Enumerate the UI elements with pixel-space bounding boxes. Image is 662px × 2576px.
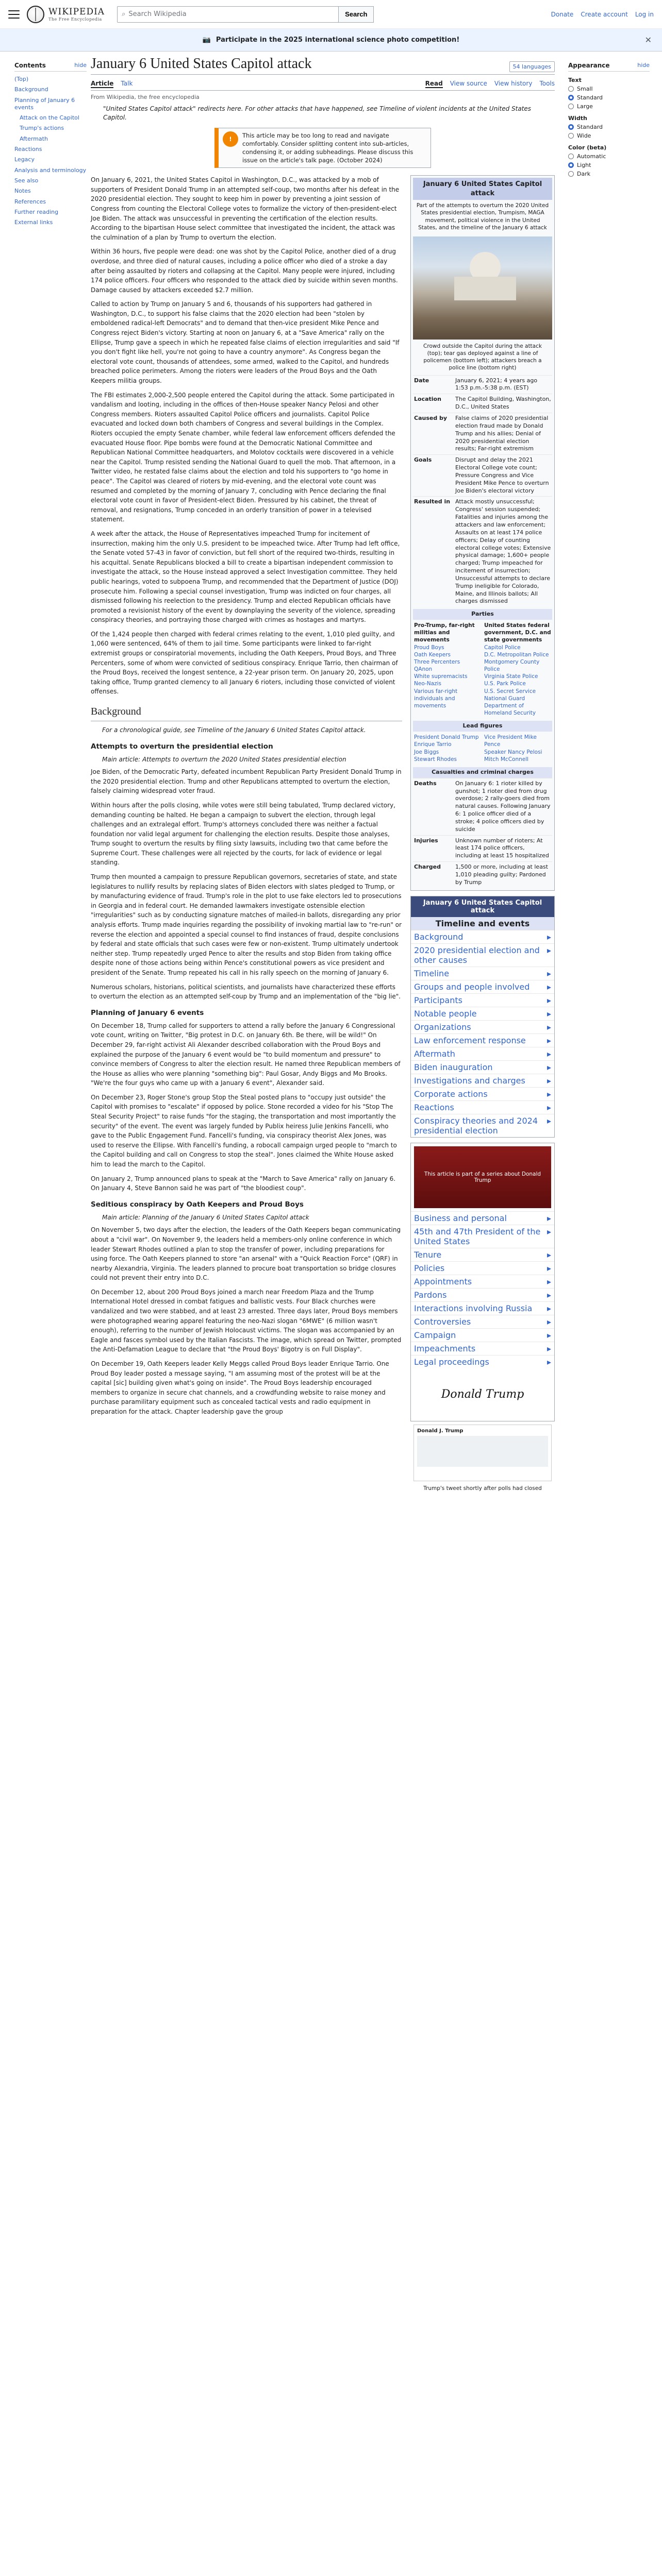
toc-item[interactable]: Analysis and terminology	[14, 166, 87, 174]
width-label: Standard	[577, 124, 603, 130]
toc-item[interactable]: (Top)	[14, 76, 29, 82]
tweet-caption: Trump's tweet shortly after polls had closed	[423, 1485, 542, 1492]
radio-icon[interactable]	[568, 95, 574, 100]
navbox-item[interactable]	[411, 930, 554, 943]
trump-navbox-item-label: 45th and 47th President of the United States	[414, 1226, 541, 1246]
search-icon: ⌕	[122, 10, 126, 18]
sidebar-navbox-trump	[410, 1143, 555, 1421]
page-title	[91, 56, 555, 75]
search-input[interactable]: ⌕ Search Wikipedia	[117, 6, 339, 23]
main-content	[91, 56, 555, 1495]
planning-paragraph: On January 2, Trump announced plans to speak at the "March to Save America" rally on January 6. On January 4, Steve Bannon said he was part of "the bloodiest coup".	[91, 1175, 396, 1192]
casualty-row	[413, 835, 552, 862]
trump-navbox-item[interactable]	[411, 1275, 554, 1288]
trump-navbox-item-label: Campaign	[414, 1330, 456, 1340]
lead-paragraph: The FBI estimates 2,000-2,500 people entered the Capitol during the attack. Some participated in vandalism and looting, including in the offices of then-House speaker Nancy Pelosi and other Congress members. Rioters assaulted Capitol Police officers and journalists. Capitol Police evacuated and locked down both chambers of Congress and several buildings in the Complex. Rioters occupied the empty Senate chamber, while federal law enforcement officers defended the evacuated House floor. Pipe bombs were found at the Democratic National Committee and Republican National Committee headquarters, and Molotov cocktails were discovered in a vehicle near the Capitol. Trump resisted sending the National Guard to quell the mob. That afternoon, in a Twitter video, he restated false claims about the election and told his supporters to "go home in peace". The Capitol was cleared of rioters by mid-evening, and the electoral vote count was resumed and completed by the morning of January 7, concluding with Pence declaring the final electoral vote count in favor of President-elect Biden. Pressured by his cabinet, the threat of removal, and resignations, Trump conceded in an orderly transition of power in a televised statement.	[91, 391, 396, 523]
infobox-row	[413, 454, 552, 496]
infobox-value: Disrupt and delay the 2021 Electoral College vote count; Pressure Congress and Vice President Mike Pence to overturn Joe Biden's electoral victory	[455, 456, 549, 494]
color-heading: Color (beta)	[568, 144, 607, 151]
tab-view-history[interactable]: View history	[494, 80, 533, 87]
parties	[413, 620, 552, 719]
radio-icon[interactable]	[568, 133, 574, 139]
trump-navbox-item-chevron-icon: ▸	[547, 1213, 551, 1223]
trump-navbox-item-label: Pardons	[414, 1290, 447, 1300]
wordmark-text: WIKIPEDIA	[48, 7, 105, 17]
lead-figure-right[interactable]: Mitch McConnell	[484, 756, 529, 762]
trump-navbox-item-chevron-icon: ▸	[547, 1249, 551, 1260]
toc-item[interactable]: Attack on the Capitol	[20, 114, 79, 122]
navbox-item-chevron-icon: ▸	[547, 1115, 551, 1126]
casualty-row	[413, 861, 552, 888]
navbox-subtitle: Timeline and events	[411, 917, 554, 930]
casualty-row	[413, 778, 552, 835]
navbox-item-label: Groups and people involved	[414, 981, 530, 992]
navbox-item-chevron-icon: ▸	[547, 1102, 551, 1112]
navbox-item[interactable]	[411, 1100, 554, 1114]
navbox-item-label: Timeline	[414, 968, 450, 978]
attempts-paragraph: Numerous scholars, historians, political scientists, and journalists have characterized these efforts to overturn the election as an attempted self-coup by Trump and an implementation of the "big lie".	[91, 983, 401, 1001]
close-icon[interactable]: ✕	[644, 35, 652, 45]
party-right[interactable]: Montgomery County Police	[484, 658, 540, 673]
table-of-contents	[14, 62, 87, 229]
party-left[interactable]: Oath Keepers	[414, 651, 451, 658]
background-note: For a chronological guide, see Timeline of the January 6 United States Capitol attack.	[102, 726, 366, 734]
infobox-label: Date	[414, 377, 429, 384]
width-option[interactable]	[568, 124, 650, 130]
party-right[interactable]: D.C. Metropolitan Police	[484, 651, 549, 658]
toc-item[interactable]: Legacy	[14, 156, 35, 163]
width-label: Wide	[577, 132, 591, 139]
language-selector[interactable]: 54 languages	[509, 61, 555, 72]
navbox-item-chevron-icon: ▸	[547, 1089, 551, 1099]
main-menu-icon[interactable]	[8, 10, 20, 19]
trump-navbox-item-label: Controversies	[414, 1316, 471, 1327]
sedition-paragraph: On December 19, Oath Keepers leader Kelly Meggs called Proud Boys leader Enrique Tarrio. One Proud Boy leader posted a message saying, "I am assuming most of the protest will be at the capital [sic] building given what's going on inside". The Proud Boys leadership encouraged members to organize in secure chat channels, and a crowdfunding website to raise money and purchase paramilitary equipment such as concealed tactical vests and radio equipment in preparation for the attack. Chapter leadership gave the group	[91, 1360, 389, 1416]
toc-hide-button[interactable]: hide	[74, 62, 87, 69]
tagline-text: The Free Encyclopedia	[48, 17, 102, 22]
navbox-item[interactable]	[411, 980, 554, 993]
infobox-subtitle: Part of the attempts to overturn the 2020 United States presidential election, Trumpism, MAGA movement, political violence in the United States, and the timeline of the January 6 attack	[416, 202, 549, 231]
navbox-item-chevron-icon: ▸	[547, 995, 551, 1005]
parties-heading: Parties	[413, 609, 552, 620]
trump-navbox-item-chevron-icon: ▸	[547, 1357, 551, 1367]
navbox-item-label: Reactions	[414, 1102, 454, 1112]
trump-navbox-item[interactable]	[411, 1248, 554, 1261]
infobox-title: January 6 United States Capitol attack	[413, 178, 552, 200]
tagline: From Wikipedia, the free encyclopedia	[91, 94, 200, 100]
sidebar-navbox-attack	[410, 896, 555, 1138]
tab-read[interactable]: Read	[425, 80, 443, 87]
navbox-title: January 6 United States Capitol attack	[411, 896, 554, 917]
lead-paragraph: Within 36 hours, five people were dead: one was shot by the Capitol Police, another died of a drug overdose, and three died of natural causes, including a police officer who died of a stroke a day after being assaulted by rioters and collapsing at the Capitol. Many people were injured, including 174 police officers. Four officers who responded to the attack died by suicide within seven months. Damage caused by attackers exceeded $2.7 million.	[91, 248, 398, 294]
navbox-item-label: Background	[414, 931, 464, 942]
infobox-label: Injuries	[414, 837, 438, 844]
tab-talk[interactable]: Talk	[121, 80, 133, 87]
navbox-item[interactable]	[411, 1020, 554, 1033]
tweet-author: Donald J. Trump	[417, 1428, 464, 1434]
infobox	[410, 175, 555, 891]
toc-item[interactable]: See also	[14, 177, 39, 184]
trump-navbox-item[interactable]	[411, 1288, 554, 1301]
width-heading: Width	[568, 115, 587, 122]
navbox-item-label: 2020 presidential election and other causes	[414, 945, 540, 965]
header-link-2[interactable]: Log in	[635, 10, 654, 18]
infobox-label: Location	[414, 396, 441, 403]
infobox-value: 1,500 or more, including at least 1,010 pleading guilty; Pardoned by Trump	[455, 863, 548, 886]
header-link-1[interactable]: Create account	[581, 10, 628, 18]
lead-figures	[413, 732, 552, 765]
sedition-main-article[interactable]: Main article: Planning of the January 6 United States Capitol attack	[102, 1213, 309, 1221]
infobox-row	[413, 496, 552, 607]
radio-icon[interactable]	[568, 154, 574, 159]
heading-sedition: Seditious conspiracy by Oath Keepers and Proud Boys	[91, 1200, 304, 1209]
navbox-item[interactable]	[411, 1060, 554, 1074]
attempts-paragraph: Joe Biden, of the Democratic Party, defeated incumbent Republican Party President Donald Trump in the 2020 presidential election. Trump and other Republicans attempted to overturn the election, falsely claiming widespread voter fraud.	[91, 768, 402, 795]
navbox-item-chevron-icon: ▸	[547, 931, 551, 942]
party-left[interactable]: Neo-Nazis	[414, 681, 441, 687]
lead-figure-right[interactable]: Speaker Nancy Pelosi	[484, 749, 542, 755]
navbox-item[interactable]	[411, 943, 554, 967]
party-right[interactable]: Department of Homeland Security	[484, 702, 536, 717]
page-tabs	[91, 77, 555, 91]
lead-paragraph: A week after the attack, the House of Representatives impeached Trump for incitement of insurrection, making him the only U.S. president to be impeached twice. After Trump had left office, the Senate voted 57-43 in favor of conviction, but fell short of the required two-thirds, resulting in his acquittal. Senate Republicans blocked a bill to create a bipartisan independent commission to investigate the attack, so the House instead approved a select Investigation committee. They held public hearings, voted to subpoena Trump, and recommended that the Department of Justice (DOJ) prosecute him. Following a special counsel investigation, Trump was indicted on four charges, all dismissed following his reelection to the presidency. Trump and elected Republican officials have promoted a revisionist history of the event by downplaying the severity of the violence, spreading conspiracy theories, and portraying those charged with crimes as hostages and martyrs.	[91, 530, 400, 624]
infobox-row	[413, 413, 552, 454]
radio-icon[interactable]	[568, 104, 574, 109]
trump-navbox-item-chevron-icon: ▸	[547, 1226, 551, 1236]
trump-navbox-item[interactable]	[411, 1355, 554, 1368]
maintenance-notice	[214, 128, 431, 168]
color-option[interactable]	[568, 171, 650, 177]
infobox-label: Deaths	[414, 779, 437, 787]
site-header	[0, 0, 662, 29]
toc-item[interactable]: Reactions	[14, 146, 42, 153]
infobox-value: January 6, 2021; 4 years ago 1:53 p.m.-5:38 p.m. (EST)	[455, 377, 538, 392]
navbox-item-label: Aftermath	[414, 1048, 455, 1059]
radio-icon[interactable]	[568, 162, 574, 168]
wikipedia-logo[interactable]	[27, 6, 105, 23]
radio-icon[interactable]	[568, 124, 574, 130]
appearance-hide-button[interactable]: hide	[637, 62, 650, 69]
warning-icon: !	[223, 131, 238, 147]
party-left: Pro-Trump, far-right militias and movements	[414, 622, 475, 643]
text-size-label: Standard	[577, 94, 603, 101]
navbox-item-chevron-icon: ▸	[547, 945, 551, 955]
trump-navbox-item-chevron-icon: ▸	[547, 1290, 551, 1300]
trump-navbox-item[interactable]	[411, 1211, 554, 1225]
toc-item[interactable]: External links	[14, 219, 53, 226]
infobox-label: Goals	[414, 456, 432, 464]
navbox-item-label: Organizations	[414, 1022, 471, 1032]
trump-series-banner[interactable]: This article is part of a series about Donald Trump	[414, 1146, 551, 1208]
trump-navbox-item-chevron-icon: ▸	[547, 1343, 551, 1353]
camera-icon: 📷	[202, 36, 211, 44]
lead-figure-right[interactable]: Vice President Mike Pence	[484, 734, 537, 748]
trump-navbox-item-label: Policies	[414, 1263, 445, 1273]
trump-signature: Donald Trump	[414, 1371, 551, 1418]
lead-figure-left[interactable]: President Donald Trump	[414, 734, 479, 741]
sedition-paragraph: On November 5, two days after the election, the leaders of the Oath Keepers began communicating about a "civil war". On November 9, the leaders held a members-only online conference in which leader Stewart Rhodes outlined a plan to stop the transfer of power, including preparations for using force. The Oath Keepers planned to store "an arsenal" with a "Quick Reaction Force" (QRF) in nearby Alexandria, Virginia. The leaders planned to procure boat transportation so bridge closures could not prevent their entry into D.C.	[91, 1226, 401, 1282]
trump-navbox-item-label: Appointments	[414, 1276, 472, 1286]
trump-navbox-item-label: Interactions involving Russia	[414, 1303, 533, 1313]
party-right[interactable]: Virginia State Police	[484, 673, 538, 680]
tab-article[interactable]: Article	[91, 80, 114, 87]
party-left[interactable]: Proud Boys	[414, 644, 444, 651]
tweet-image[interactable]	[413, 1425, 552, 1481]
trump-navbox-item-chevron-icon: ▸	[547, 1316, 551, 1327]
page-title-text: January 6 United States Capitol attack	[91, 56, 312, 72]
party-right[interactable]: National Guard	[484, 695, 525, 702]
infobox-photo-caption: Crowd outside the Capitol during the attack (top); tear gas deployed against a line of policemen (bottom left); attackers breach a police line (bottom right)	[423, 343, 542, 371]
party-right[interactable]: U.S. Park Police	[484, 681, 526, 687]
text-size-heading: Text	[568, 77, 582, 83]
trump-navbox-item-chevron-icon: ▸	[547, 1303, 551, 1313]
globe-icon	[27, 6, 44, 23]
attempts-main-article[interactable]: Main article: Attempts to overturn the 2020 United States presidential election	[102, 755, 346, 763]
trump-navbox-item[interactable]	[411, 1225, 554, 1248]
toc-item[interactable]: Background	[14, 86, 48, 93]
color-label: Dark	[577, 171, 591, 177]
navbox-item[interactable]	[411, 1047, 554, 1060]
attempts-paragraph: Within hours after the polls closing, while votes were still being tabulated, Trump declared victory, demanding counting be halted. He began a campaign to subvert the election, through legal challenges and an extralegal effort. Trump's attorneys concluded there was neither a factual foundation nor valid legal argument for challenging the election results. Despite those analyses, Trump sought to overturn the results by filing sixty lawsuits, including two that came before the Supreme Court. These challenges were all rejected by the courts, for lack of evidence or legal standing.	[91, 801, 395, 867]
navbox-item-chevron-icon: ▸	[547, 1035, 551, 1045]
party-left[interactable]: White supremacists	[414, 673, 468, 680]
infobox-label: Resulted in	[414, 498, 451, 505]
trump-navbox-item-chevron-icon: ▸	[547, 1330, 551, 1340]
party-right[interactable]: U.S. Secret Service	[484, 688, 536, 694]
infobox-label: Caused by	[414, 415, 448, 421]
navbox-item[interactable]	[411, 967, 554, 980]
trump-navbox-item-chevron-icon: ▸	[547, 1276, 551, 1286]
trump-navbox-item[interactable]	[411, 1301, 554, 1315]
party-right[interactable]: Capitol Police	[484, 644, 521, 651]
navbox-item[interactable]	[411, 1033, 554, 1047]
lead-figure-left[interactable]: Stewart Rhodes	[414, 756, 457, 762]
navbox-item-chevron-icon: ▸	[547, 1008, 551, 1019]
navbox-item[interactable]	[411, 1007, 554, 1020]
toc-item[interactable]: Further reading	[14, 208, 59, 215]
radio-icon[interactable]	[568, 86, 574, 92]
navbox-item-chevron-icon: ▸	[547, 1022, 551, 1032]
party-left[interactable]: Various far-right individuals and movements	[414, 688, 458, 709]
navbox-item-label: Notable people	[414, 1008, 477, 1019]
header-link-0[interactable]: Donate	[551, 10, 574, 18]
color-option[interactable]	[568, 153, 650, 160]
navbox-item-label: Biden inauguration	[414, 1062, 493, 1072]
navbox-item-chevron-icon: ▸	[547, 968, 551, 978]
text-size-option[interactable]	[568, 86, 650, 92]
maintenance-notice-text: This article may be too long to read and navigate comfortably. Consider splitting content into sub-articles, condensing it, or adding subheadings. Please discuss this issue on the article's talk page. (October 2024)	[242, 131, 413, 164]
party-left[interactable]: QAnon	[414, 666, 433, 673]
site-notice-text[interactable]: Participate in the 2025 international science photo competition!	[216, 36, 460, 44]
radio-icon[interactable]	[568, 171, 574, 177]
trump-navbox-item[interactable]	[411, 1261, 554, 1275]
trump-navbox-item[interactable]	[411, 1342, 554, 1355]
tweet-body	[417, 1436, 548, 1467]
text-size-label: Large	[577, 103, 593, 110]
width-option[interactable]	[568, 132, 650, 139]
navbox-item[interactable]	[411, 993, 554, 1007]
lead-paragraph: Of the 1,424 people then charged with federal crimes relating to the event, 1,010 pled guilty, and 1,060 were sentenced, 64% of them to jail time. Some participants were linked to far-right extremist groups or conspiratorial movements, including the Oath Keepers, Proud Boys, and Three Percenters, some of whom were convicted of seditious conspiracy. Enrique Tarrio, then chairman of the Proud Boys, received the longest sentence, a 22-year prison term. On January 20, 2025, upon taking office, Trump granted clemency to all January 6 rioters, including those convicted of violent offenses.	[91, 630, 398, 696]
trump-navbox-item[interactable]	[411, 1315, 554, 1328]
site-notice	[0, 29, 662, 52]
toc-item[interactable]: Trump's actions	[20, 125, 64, 132]
toc-item[interactable]: References	[14, 198, 46, 205]
tab-view-source[interactable]: View source	[450, 80, 487, 87]
tabs-spacer	[140, 80, 418, 88]
sedition-paragraph: On December 12, about 200 Proud Boys joined a march near Freedom Plaza and the Trump International Hotel dressed in combat fatigues and ballistic vests. Four Black churches were vandalized and two were stabbed, and at least 23 arrested. Three days later, Proud Boys members were photographed wearing apparel featuring the neo-Nazi slogan "6MWE" (6 million wasn't enough), referring to the number of Jewish Holocaust victims. The slogan was accompanied by an Eagle and fasces symbol used by the Italian Fascists. The image, which spread on Twitter, prompted the Anti-Defamation League to declare that "the Proud Boys' Bigotry is on Full Display".	[91, 1288, 402, 1353]
navbox-item[interactable]	[411, 1087, 554, 1100]
trump-navbox-item-chevron-icon: ▸	[547, 1263, 551, 1273]
user-links	[551, 11, 654, 18]
toc-item[interactable]: Notes	[14, 188, 31, 195]
lead-figure-left[interactable]: Enrique Tarrio	[414, 741, 452, 748]
text-size-label: Small	[577, 86, 593, 92]
lead-paragraph: On January 6, 2021, the United States Capitol in Washington, D.C., was attacked by a mob of supporters of President Donald Trump in an attempted self-coup, two months after his defeat in the 2020 presidential election. They sought to keep him in power by preventing a joint session of Congress from counting the Electoral College votes to formalize the victory of then-president-elect Joe Biden. The attack was unsuccessful in preventing the certification of the election results. According to the bipartisan House select committee that investigated the incident, the attack was the culmination of a plan by Trump to overturn the election.	[91, 176, 400, 241]
heading-planning: Planning of January 6 events	[91, 1008, 204, 1017]
search-button[interactable]: Search	[338, 6, 374, 23]
party-right: United States federal government, D.C. and state governments	[484, 622, 551, 643]
toc-item[interactable]: Aftermath	[20, 135, 48, 142]
color-label: Light	[577, 162, 591, 168]
infobox-value: Unknown number of rioters; At least 174 police officers, including at least 15 hospitalized	[455, 837, 549, 859]
lead-figure-left[interactable]: Joe Biggs	[414, 749, 439, 755]
hatnote: "United States Capitol attack" redirects here. For other attacks that have happened, see Timeline of violent incidents at the United States Capitol.	[103, 105, 532, 122]
trump-navbox-item-label: Legal proceedings	[414, 1357, 489, 1367]
infobox-value: False claims of 2020 presidential election fraud made by Donald Trump and his allies; Denial of 2020 presidential election results; Far-right extremism	[455, 415, 549, 452]
party-left[interactable]: Three Percenters	[414, 658, 460, 665]
tab-tools[interactable]: Tools	[539, 80, 555, 87]
navbox-item-chevron-icon: ▸	[547, 1048, 551, 1059]
trump-navbox-item[interactable]	[411, 1328, 554, 1342]
appearance-panel	[568, 62, 650, 179]
navbox-item[interactable]	[411, 1074, 554, 1087]
navbox-item-label: Investigations and charges	[414, 1075, 525, 1086]
article-body	[91, 175, 555, 1495]
infobox-photo[interactable]	[413, 236, 552, 340]
toc-header: Contents hide	[14, 62, 87, 72]
planning-paragraph: On December 23, Roger Stone's group Stop the Steal posted plans to "occupy just outside" the Capitol with promises to "escalate" if opposed by police. Stone recorded a video for his "Stop The Steal Security Project" to raise funds "for the staging, the transportation and most importantly the security" of the event. The event was largely funded by Publix heiress Julie Jenkins Fancelli, who gave to the Public Engagement Fund. Fancelli's funding, via conspiracy theorist Alex Jones, was used to reserve the Ellipse. With Fancelli's funding, a robocall campaign urged people to "march to the Capitol building and call on Congress to stop the steal". Jones claimed the White House asked him to lead the march to the Capitol.	[91, 1093, 397, 1168]
navbox-item-label: Participants	[414, 995, 462, 1005]
toc-item[interactable]: Planning of January 6 events	[14, 96, 75, 111]
casualties-heading: Casualties and criminal charges	[413, 767, 552, 778]
heading-background: Background	[91, 704, 402, 721]
trump-navbox-item-label: Impeachments	[414, 1343, 476, 1353]
navbox-item-label: Law enforcement response	[414, 1035, 526, 1045]
navbox-item[interactable]	[411, 1114, 554, 1137]
infobox-label: Charged	[414, 863, 441, 871]
heading-attempts: Attempts to overturn the presidential election	[91, 742, 273, 751]
text-size-option[interactable]	[568, 94, 650, 101]
color-option[interactable]	[568, 162, 650, 168]
trump-navbox-item-label: Business and personal	[414, 1213, 507, 1223]
planning-paragraph: On December 18, Trump called for supporters to attend a rally before the January 6 Congressional vote count, writing on Twitter, "Big protest in D.C. on January 6th. Be there, will be wild!" On December 29, far-right activist Ali Alexander described collaboration with the Proud Boys and explained the purpose of the January 6 event would be "to build momentum and pressure" to convince members of Congress to alter the election result. He named three Republican members of the House as allies who were planning "something big": Paul Gosar, Andy Biggs and Mo Brooks. "We're the four guys who came up with a January 6 event", Alexander said.	[91, 1022, 401, 1087]
attempts-paragraph: Trump then mounted a campaign to pressure Republican governors, secretaries of state, and state legislatures to nullify results by replacing slates of Biden electors with slates pledged to Trump, or by manufacturing evidence of fraud. Trump's role in the plot to use fake electors led to prosecutions in Georgia and in federal court. He demanded lawmakers investigate ostensible election "irregularities" such as by conducting signature matches of mailed-in ballots, disregarding any prior analysis efforts. Trump made inquiries regarding the possibility of invoking martial law to "re-run" or reverse the election and appointed a special counsel to find instances of fraud, despite conclusions by federal and state officials that such cases were few or non-existent. Trump ultimately undertook neither step. Trump repeatedly urged Pence to alter the results and stop Biden from taking office despite none of those actions being within Pence's constitutional powers as vice president and president of the Senate. Trump repeated his call in his rally speech on the morning of January 6.	[91, 873, 402, 977]
navbox-item-label: Conspiracy theories and 2024 presidential election	[414, 1115, 538, 1136]
sidebar-column	[410, 175, 555, 1495]
infobox-value: The Capitol Building, Washington, D.C., United States	[455, 396, 551, 411]
navbox-item-chevron-icon: ▸	[547, 1075, 551, 1086]
navbox-item-label: Corporate actions	[414, 1089, 488, 1099]
wordmark	[48, 7, 105, 22]
lead-paragraph: Called to action by Trump on January 5 and 6, thousands of his supporters had gathered in Washington, D.C., to support his false claims that the 2020 election had been "stolen by emboldened radical-left Democrats" and to demand that then-vice president Mike Pence and Congress reject Biden's victory. Starting at noon on January 6, at a "Save America" rally on the Ellipse, Trump gave a speech in which he repeated false claims of election irregularities and said "If you don't fight like hell, you're not going to have a country anymore". As Congress began the electoral vote count, thousands of attendees, some armed, walked to the Capitol, and hundreds breached police perimeters. Among the rioters were leaders of the Proud Boys and the Oath Keepers militia groups.	[91, 300, 400, 385]
trump-navbox-item-label: Tenure	[414, 1249, 442, 1260]
infobox-value: Attack mostly unsuccessful; Congress' session suspended; Fatalities and injuries among the attackers and law enforcement; Assaults on at least 174 police officers; Delay of counting electoral college votes; Extensive physical damage; 1,600+ people charged; Trump impeached for incitement of insurrection; Unsuccessful attempts to declare Trump ineligible for Colorado, Maine, and Illinois ballots; All charges dismissed	[455, 498, 551, 605]
navbox-item-chevron-icon: ▸	[547, 981, 551, 992]
text-size-option[interactable]	[568, 103, 650, 110]
infobox-row	[413, 375, 552, 394]
appearance-header: Appearance hide	[568, 62, 650, 72]
lead-figures-heading: Lead figures	[413, 721, 552, 732]
article-text	[91, 175, 402, 1495]
color-label: Automatic	[577, 153, 606, 160]
infobox-row	[413, 394, 552, 413]
infobox-value: On January 6: 1 rioter killed by gunshot; 1 rioter died from drug overdose; 2 rally-goers died from natural causes. Following January 6: 1 police officer died of a stroke; 4 police officers died by suicide	[455, 779, 551, 833]
navbox-item-chevron-icon: ▸	[547, 1062, 551, 1072]
